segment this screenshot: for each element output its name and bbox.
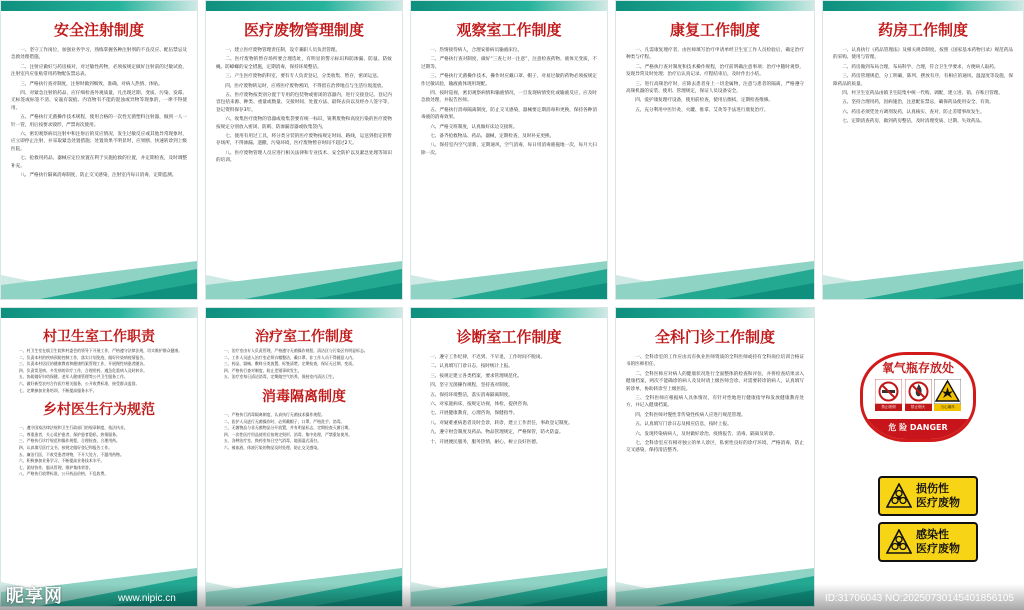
rule-paragraph: 五、严格执行无菌操作技术规程，使用合格的一次性无菌塑料注射器，做到一人一针一管，用后按要求毁形，严禁再次使用。 [11,115,187,128]
board-title: 医疗废物管理制度 [243,21,364,39]
rule-paragraph: 三、进行高频治疗时，应除去患者身上一切金属物，注意与患者的隔离，严格遵守高频机器的安装、使用、管理规定，保证人员设备安全。 [626,81,804,95]
rule-paragraph: 八、严格执行收费标准，公开药品价格，不乱收费。 [18,471,109,477]
rule-paragraph: 五、治疗室每日清洁消毒，定期做空气培养，保持室内清洁卫生。 [223,374,337,380]
board-body [626,354,804,560]
infectious-waste-line1: 感染性 [916,529,949,541]
rule-paragraph: 三、负责本村居民的健康教育和健康档案管理工作，开展慢性病患者随访。 [18,361,148,367]
rule-paragraph: 一、凡需康复理疗者，由医师填写治疗申请单经卫生室工作人员检验后，确定治疗种类与疗程。 [626,48,804,61]
sharps-waste-line1: 损伤性 [916,483,949,495]
rule-paragraph: 五、协助做好妇幼保健、老年人健康管理等公共卫生服务工作。 [18,374,128,380]
sharps-waste-line2: 医疗废物 [916,497,960,509]
rule-paragraph: 五、医疗废物按类别分置于专用的包装物或密闭的容器内，进行交接登记。登记内容包括来源、种类、重量或数量、交接时间、处置方法、最终去向以及经办人签字等，登记资料保存3年。 [216,93,392,113]
board-body [11,47,187,253]
board-top-stripe [411,308,607,318]
watermark-image-id: ID:31706043 NO:20250730145401856105 [824,593,1014,604]
infectious-waste-line2: 医疗废物 [916,543,960,555]
rule-paragraph: 七、备齐抢救物品、药品、器械，定期检查，及时补充更换。 [430,134,555,140]
explosion-warning-icon [934,379,961,411]
rule-paragraph: 一、认真执行《药品管理法》及相关规章制度。按照《国家基本药物目录》规范药品的采购、使用与管理。 [833,48,1013,61]
board-top-stripe [411,1,607,11]
board-title: 安全注射制度 [53,21,144,39]
board-rehab [615,0,815,300]
rule-paragraph: 六、积极参加业务学习，不断提高业务技术水平。 [18,458,105,464]
oxygen-cylinder-storage-sign [860,352,976,442]
board-body [421,47,597,253]
board-bottom-wave [823,255,1023,299]
rule-paragraph: 七、定期清查药房，做到药房整洁，及时清理变质、过期、失效药品。 [842,119,985,125]
board-body [216,348,392,560]
rule-paragraph: 二、药房做到布局合理，布局科学、合理，符合卫生学要求，方便病人取药。 [842,64,999,70]
board-treatment-room [205,307,403,607]
rule-paragraph: 一、坚守工作岗位，加强业务学习，熟练掌握各种注射剂的不良反应、配伍禁忌及急救处理措施。 [11,48,187,61]
rule-paragraph: 六、药房必须凭处方调剂发药，认真核实、查对，防止差错事故发生。 [842,109,985,115]
rule-paragraph: 六、发现传染病病人，及时做好诊治、疫情报告、消毒、隔离及转诊。 [635,431,778,437]
board-top-stripe [206,308,402,318]
oxygen-sign-title: 氧气瓶存放处 [881,361,954,375]
rule-paragraph: 一、治疗室由专人负责管理，严格遵守无菌操作规程，清洁区与污染区有明显标志。 [223,348,368,353]
no-smoking-icon [875,379,902,411]
no-open-flame-label: 禁止烟火 [905,404,932,411]
rule-paragraph: 五、廉洁行医，不收受患者财物，不开大处方，不滥用药物。 [18,451,124,457]
biohazard-icon [886,529,912,555]
board-diagnosis-room [410,307,608,607]
rule-paragraph: 一、遵守国家法律法规和卫生行政部门的规章制度，依法执业。 [18,425,128,431]
board-subtitle: 消毒隔离制度 [262,388,346,405]
rule-paragraph: 四、村卫生室药品由镇卫生院集中统一代购、调配，建立进、销、存账目管理。 [842,91,1003,97]
rule-paragraph: 二、负责本村的疾病预防控制工作，落实计划免疫，做好传染病疫情报告。 [18,354,148,360]
biohazard-icon [886,483,912,509]
rule-paragraph: 七、使用有用过工具，将分类分装的医疗废物按规定时间、路线，运送到指定的暂存场所，不得渗漏、遗撒，污染环境，医疗废物暂存时间不超过2天。 [216,134,392,147]
infectious-medical-waste-label [878,522,978,562]
rule-paragraph: 十、开展便民服务，服务热情，耐心，树立良好医德。 [430,439,541,445]
rule-paragraph: 六、收集医疗废物的容器或收集袋要有统一标识，锐利废物和高度污染的医疗废物按规定分别放入密闭、防刺、防渗漏容器或收集袋内。 [216,117,392,130]
board-safe-injection [0,0,198,300]
rule-paragraph: 八、医疗废物管理人员应进行相关法律和专业技术、安全防护以及紧急处理等知识的培训。 [216,150,392,164]
rule-paragraph: 三、药品、器械、敷料分类放置，标签清楚，定期检查，保证无过期、变质。 [223,361,357,367]
rule-paragraph: 六、对家庭病床，按规定访视，体检，提供咨询。 [430,402,532,408]
board-subtitle: 乡村医生行为规范 [43,402,155,419]
board-top-stripe [206,1,402,11]
rule-paragraph: 二、医护人员进行无菌操作时，必须戴帽子、口罩，严格洗手、消毒。 [223,418,345,424]
board-general-clinic [615,307,815,607]
rule-paragraph: 九、遵守财会制度及药品、物品管理规定，严格保管，防火防盗。 [430,430,564,436]
rule-paragraph: 七、团结协作，服从管理，维护集体荣誉。 [18,464,93,470]
rule-paragraph: 一、建立医疗废物管理责任制，设专兼职人员负责管理。 [225,48,341,53]
board-title: 治疗室工作制度 [255,329,353,345]
rule-paragraph: 五、严格执行消毒隔离制度，防止交叉感染，器械要定期消毒和更换，保持各种消毒液的消毒效果。 [421,107,597,121]
rule-paragraph: 二、尊重患者，关心爱护患者，保护患者隐私，热情服务。 [18,431,120,437]
watermark-logo: 昵享网 [6,586,63,607]
board-title: 康复工作制度 [669,21,760,39]
board-body [216,47,392,253]
rule-paragraph: 七、定期参加业务培训，不断提高服务水平。 [18,387,97,393]
board-bottom-wave [616,255,814,299]
rule-paragraph: 八、对疑难重病患者及时会诊，转诊，建立工作责任，事故登记制度。 [430,420,573,426]
rule-paragraph: 六、被血液、体液污染的物品及时处理，防止交叉感染。 [223,444,322,450]
board-observation-room [410,0,608,300]
rule-paragraph: 一、全科诊室的工作应由具有执业医师资质的全科医师或持有全科岗位培训合格证书的医师担任。 [626,355,804,368]
board-village-clinic [0,307,198,607]
rule-paragraph: 四、严格执行查对制度，防止差错事故发生。 [223,367,302,373]
board-top-stripe [616,1,814,11]
watermark-url: www.nipic.cn [118,593,176,604]
rule-paragraph: 六、严格交班制度，认真做好床边交接班。 [430,124,518,130]
rule-paragraph: 三、严格执行诊疗规范和操作规程，合理检查、合理用药。 [18,438,120,444]
rule-paragraph: 二、工作人员进入治疗室必须衣帽整洁，戴口罩，非工作人员不得随意入内。 [223,354,357,360]
rule-paragraph: 五、充分利用中医针灸、火罐、推拿、艾灸等手法进行康复治疗。 [635,107,769,113]
danger-banner: 危 险 DANGER [863,419,973,439]
rule-paragraph: 二、认真填写门诊日志，按时统计上报。 [430,364,513,370]
board-pharmacy [822,0,1024,300]
board-top-stripe [1,1,197,11]
explosion-warning-label: 当心爆炸 [934,404,961,411]
no-smoking-label: 禁止吸烟 [875,404,902,411]
rule-paragraph: 八、保持室内空气清新，定期通风，空气消毒，每日用消毒液拖地一次，每月大扫除一次。 [421,143,597,156]
rule-paragraph: 八、严格执行隔离消毒制度，防止交叉感染，注射室内每日消毒，定期监测。 [20,173,177,179]
rule-paragraph: 七、开展健康教育，心理咨询，保健指导。 [430,411,518,417]
no-open-flame-icon [905,379,932,411]
board-title: 观察室工作制度 [456,21,562,39]
board-medical-waste [205,0,403,300]
board-bottom-wave [206,255,402,299]
rule-paragraph: 二、全科医师应对病人的健康状况进行全面整体的检查和评估，并将检查结果录入健康档案，两次不能确诊的病人及及时请上级医师会诊。对需要转诊的病人，认真填写转诊单，协助转诊至上级医院。 [626,371,804,392]
rule-paragraph: 六、密切观察病员注射中和注射后的反应情况，发生过敏反应或其他异常现象时，应立即停止注射，并采取紧急处置措施；处置效果不明显时，应果断、快速转诊到上级医院。 [11,132,187,152]
sharps-medical-waste-label [878,476,978,516]
rule-paragraph: 五、认真填写门诊日志及相应信息，按时上报。 [635,422,732,428]
rule-paragraph: 二、严格执行查对制度，做好“三查七对一注意”，注意检查药物、液体无变质，不过期等。 [421,57,597,70]
rule-paragraph: 二、医疗废物的暂存场所要合理选址，有明显的警示标识和防渗漏、防鼠、防蚊蝇、防蟑螂的安全措施，定期消毒，保持环境整洁。 [216,57,392,70]
rule-paragraph: 四、一次性医疗用品使用后按规定毁形、消毒，集中处理，严禁重复使用。 [223,431,353,437]
rule-paragraph: 三、按规定建立各类档案，要求管理规范化。 [430,373,523,379]
rule-paragraph: 一、严格执行消毒隔离制度，认真执行无菌技术操作规程。 [223,411,325,417]
board-body [833,47,1013,253]
rule-paragraph: 四、认真填写医疗文书，按规定做好登记和报告工作。 [18,444,113,450]
rule-paragraph: 七、全科诊室应有相对独立的单人诊区，私密性良好的诊疗环境，严格消毒，防止交叉感染，保持清洁整齐。 [626,441,804,454]
sharps-waste-text [916,482,972,510]
watermark-bar [0,584,1024,610]
board-title: 药房工作制度 [877,21,968,39]
board-body [626,47,804,253]
infectious-waste-text [916,528,972,556]
board-title: 诊断室工作制度 [456,328,562,346]
rule-paragraph: 四、医疗废物转运时，应将医疗废物密闭，不得留在治涉地点与生活垃圾混放。 [225,83,386,89]
board-title: 全科门诊工作制度 [654,328,775,346]
rule-paragraph: 一、热情接待病人，合理安排病员输液床位。 [430,48,523,53]
rule-paragraph: 四、全科医师对慢性非传染性疾病人应进行规范管理。 [635,412,746,418]
rule-paragraph: 二、注射应做好与药房核对，对过敏性药物，必须按规定做好注射前的过敏试验，注射室内应张贴常用药物配伍禁忌表。 [11,64,187,78]
rule-paragraph: 六、做好新型农村合作医疗相关服务，公开收费标准，接受群众监督。 [18,380,140,386]
rule-paragraph: 四、负责常见病、多发病的诊疗工作，合理用药，遇急危重病人及时转诊。 [18,367,148,373]
rule-paragraph: 五、坚持合理用药，因病施治，注意配伍禁忌，确保药品使用安全、有效。 [842,100,994,106]
board-body [421,354,597,560]
board-top-stripe [823,1,1023,11]
rule-paragraph: 五、保持环境整洁，落实消毒隔离制度。 [430,392,513,398]
rule-paragraph: 七、抢救用药品、器械应定位放置在利于实施抢救的位置，并定期检查，及时调整补充。 [11,156,187,169]
board-title: 村卫生室工作职责 [43,329,155,345]
rule-paragraph: 五、各种治疗室、换药室每日空气消毒，地面湿式清扫。 [223,438,322,444]
board-body [11,348,187,560]
rule-paragraph: 一、村卫生室在镇卫生院和村委会的领导下开展工作，严格遵守法律法规，切实维护群众健康。 [18,348,183,353]
rule-paragraph: 三、药房管理规范，分工明确，陈列、摆放有序，有相应的通风、温湿度等设施，保障药品的质量。 [833,74,1013,87]
rule-paragraph: 四、按时巡视，密切观察病情和输液情况，一旦发现病情变化或输液反应，应及时急救处理，并报告医师。 [421,91,597,104]
rule-paragraph: 一、遵守工作纪律，不迟到，不早退，工作时间不脱岗。 [430,355,546,360]
board-top-stripe [1,308,197,318]
rule-paragraph: 四、爱护康复理疗设备，使用前检查，使用后擦拭，定期检查维修。 [635,98,774,104]
rule-paragraph: 四、对紧急注射的药品，应仔细检查外观质量，凡出现过期、变质、污染、发霉、无标签或标签不清、安瓿有裂痕、内容物有不能的混浊或异物等现象的，一律不得使用。 [11,91,187,111]
rule-paragraph: 三、严格执行查对制度，注射时做到细致、准确，对病人热情、体贴。 [20,81,163,87]
rule-paragraph: 三、产生医疗废物的科室，要有专人负责登记，分类收集、暂存，密闭运送。 [225,74,382,80]
board-bottom-wave [1,255,197,299]
oxygen-sign-icons [875,379,961,411]
board-bottom-wave [411,255,607,299]
rule-paragraph: 四、坚守无菌操作规程，坚持查对制度。 [430,383,513,389]
rule-paragraph: 二、严格执行查对制度和技术操作规程，治疗前明确注意事项；治疗中随时观察，发现异常及时处理；治疗后认真记录、疗程结束后，及时作出小结。 [626,64,804,78]
board-top-stripe [616,308,814,318]
rule-paragraph: 三、严格执行无菌操作技术，操作时应戴口罩、帽子，对易过敏的药物必须按规定作过敏试验，输液液体现用现配。 [421,74,597,87]
rule-paragraph: 三、全科医师应根据病人具体情况，有针对性地进行健康指导和发放健康教育处方，并记入健康档案。 [626,396,804,409]
rule-paragraph: 三、无菌物品与非无菌物品分开放置，并有明显标志，定期检查灭菌日期。 [223,425,353,431]
